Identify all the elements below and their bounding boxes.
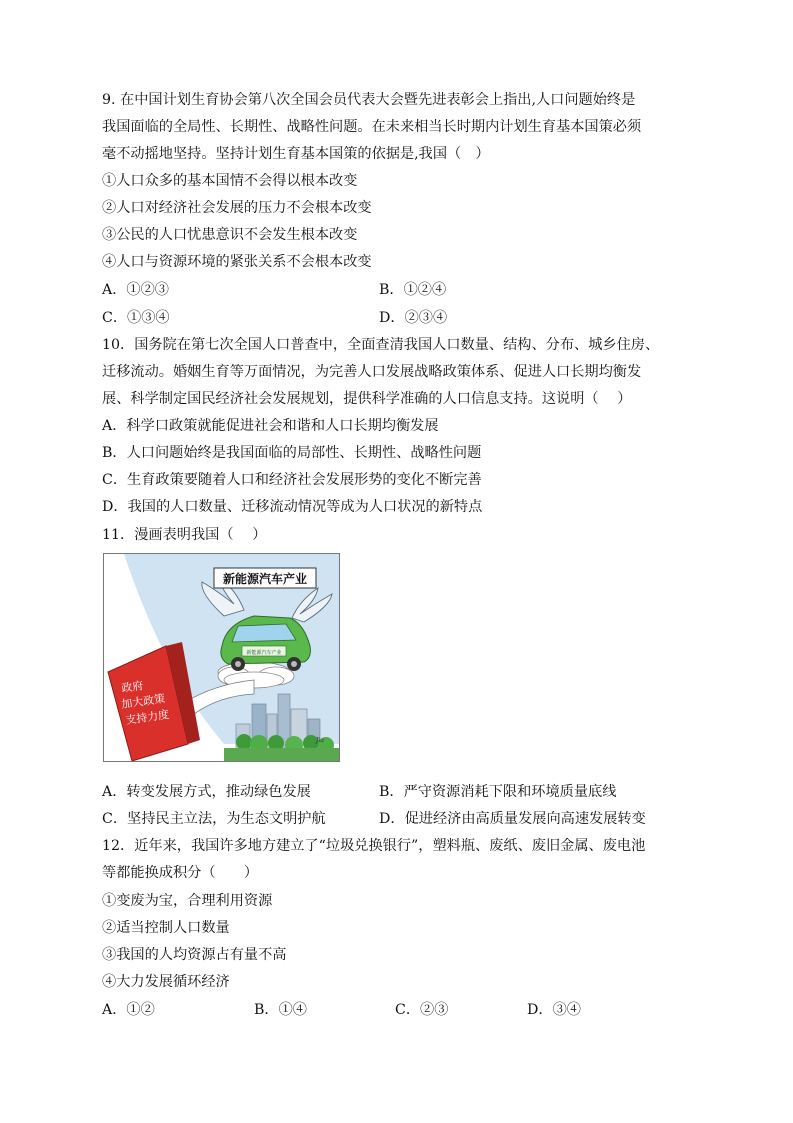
q10-option-d: D．我国的人口数量、迁移流动情况等成为人口状况的新特点 [102,499,483,515]
car-label: 新能源汽车产业 [246,650,282,656]
q12-item-3: ③我国的人均资源占有量不高 [102,947,287,963]
cartoon-image [103,553,340,762]
q9-stem-line-3: 毫不动摇地坚持。坚持计划生育基本国策的依据是,我国（ ） [102,146,490,162]
q10-stem-line-2: 迁移流动。婚姻生育等万面情况，为完善人口发展战略政策体系、促进人口长期均衡发 [102,364,642,380]
q9-option-a: A．①②③ [102,282,169,298]
q12-option-a: A．①② [102,1002,155,1018]
q12-item-4: ④大力发展循环经济 [102,974,230,990]
q10-stem-line-3: 展、科学制定国民经济社会发展规划，提供科学准确的人口信息支持。这说明（ ） [102,391,632,407]
q9-item-1: ①人口众多的基本国情不会得以根本改变 [102,173,358,189]
q12-option-c: C．②③ [395,1002,449,1018]
q9-option-b: B．①②④ [379,282,447,298]
q11-option-b: B．严守资源消耗下限和环境质量底线 [379,784,617,800]
q9-stem-line-2: 我国面临的全局性、长期性、战略性问题。在未来相当长时期内计划生育基本国策必须 [102,119,642,135]
q12-stem-line-1: 12．近年来，我国许多地方建立了“垃圾兑换银行”，塑料瓶、废纸、废旧金属、废电池 [102,838,646,854]
sign-line-3: 支持力度 [124,707,170,727]
q10-option-a: A．科学口政策就能促进社会和谐和人口长期均衡发展 [102,418,439,434]
q11-stem: 11．漫画表明我国（ ） [102,527,267,543]
q9-stem-line-1: 9. 在中国计划生育协会第八次全国会员代表大会暨先进表彰会上指出,人口问题始终是 [102,92,636,108]
q9-item-3: ③公民的人口忧患意识不会发生根本改变 [102,227,358,243]
q10-option-c: C．生育政策要随着人口和经济社会发展形势的变化不断完善 [102,472,482,488]
q12-stem-line-2: 等都能换成积分（ ） [102,865,259,881]
cartoon-illustration [104,554,339,761]
q11-option-a: A．转变发展方式，推动绿色发展 [102,784,311,800]
sign-line-2: 加大政策 [120,691,166,711]
q9-option-c: C．①③④ [102,310,170,326]
q10-stem-line-1: 10．国务院在第七次全国人口普查中，全面查清我国人口数量、结构、分布、城乡住房、 [102,337,660,353]
q9-item-2: ②人口对经济社会发展的压力不会根本改变 [102,200,372,216]
q11-option-d: D．促进经济由高质量发展向高速发展转变 [379,811,646,827]
q12-option-b: B．①④ [254,1002,307,1018]
q9-option-d: D．②③④ [379,310,448,326]
q9-item-4: ④人口与资源环境的紧张关系不会根本改变 [102,254,372,270]
q10-option-b: B．人口问题始终是我国面临的局部性、长期性、战略性问题 [102,445,482,461]
q12-item-1: ①变废为宝，合理利用资源 [102,893,273,909]
q12-option-d: D．③④ [527,1002,581,1018]
q12-item-2: ②适当控制人口数量 [102,920,230,936]
sign-line-1: 政府 [120,679,145,695]
q11-option-c: C．坚持民主立法，为生态文明护航 [102,811,326,827]
artist-signature: Jia [316,737,324,744]
banner-text: 新能源汽车产业 [222,572,308,586]
